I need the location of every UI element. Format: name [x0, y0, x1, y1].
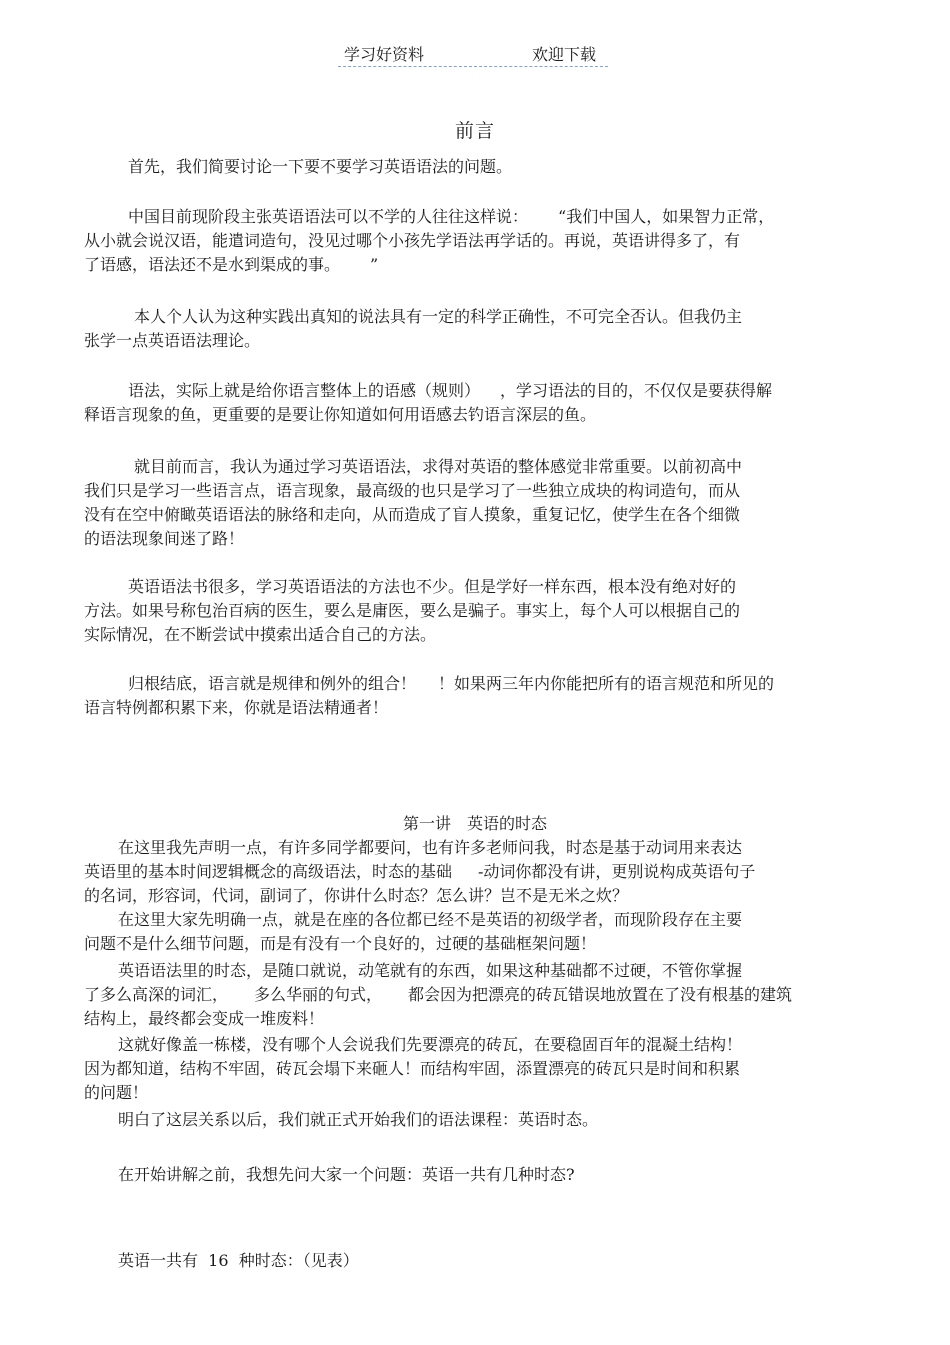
text-line: 了多么高深的词汇，: [84, 985, 229, 1004]
text-line: 首先，我们简要讨论一下要不要学习英语语法的问题。: [128, 157, 513, 176]
text-line: 明白了这层关系以后，我们就正式开始我们的语法课程：英语时态。: [118, 1110, 599, 1129]
lecture-paragraph-2: [84, 908, 854, 956]
preface-paragraph-2: [84, 205, 854, 277]
quote-end: ”: [370, 255, 379, 274]
page-header: [338, 40, 608, 67]
text-line: 都会因为把漂亮的砖瓦错误地放置在了没有根基的建筑: [408, 985, 793, 1004]
text-line: 中国目前现阶段主张英语语法可以不学的人往往这样说：: [128, 207, 529, 226]
text-line: 就目前而言，我认为通过学习英语语法，求得对英语的整体感觉非常重要。以前初高中: [134, 457, 743, 476]
text-line: 本人个人认为这种实践出真知的说法具有一定的科学正确性，不可完全否认。但我仍主: [134, 307, 743, 326]
text-line: -动词你都没有讲，更别说构成英语句子: [478, 862, 756, 881]
preface-paragraph-1: [84, 155, 854, 179]
preface-paragraph-3: [84, 305, 854, 353]
text-line: 这就好像盖一栋楼，没有哪个人会说我们先要漂亮的砖瓦，在要稳固百年的混凝土结构！: [118, 1035, 743, 1054]
text-line: 归根结底，语言就是规律和例外的组合！: [128, 674, 417, 693]
page-title: 前言: [454, 120, 495, 142]
lecture-paragraph-3: [84, 959, 854, 1031]
lecture-paragraph-1: [84, 836, 854, 908]
quote-text: “我们中国人，如果智力正常，: [558, 207, 775, 226]
text-line: 问题不是什么细节问题，而是有没有一个良好的，过硬的基础框架问题！: [84, 934, 597, 953]
text-line: 多么华丽的句式，: [254, 985, 383, 1004]
text-line: 的名词，形容词，代词，副词了，你讲什么时态？怎么讲？岂不是无米之炊？: [84, 886, 629, 905]
lecture-paragraph-7: [84, 1249, 854, 1273]
text-line: 方法。如果号称包治百病的医生，要么是庸医，要么是骗子。事实上，每个人可以根据自己的: [84, 601, 741, 620]
lecture-paragraph-5: [84, 1108, 854, 1132]
preface-paragraph-6: [84, 575, 854, 647]
text-line: 释语言现象的鱼，更重要的是要让你知道如何用语感去钓语言深层的鱼。: [84, 405, 597, 424]
text-line: 结构上，最终都会变成一堆废料！: [84, 1009, 325, 1028]
text-line: ！如果两三年内你能把所有的语言规范和所见的: [438, 674, 775, 693]
text-line: 没有在空中俯瞰英语语法的脉络和走向，从而造成了盲人摸象，重复记忆，使学生在各个细微: [84, 505, 741, 524]
lecture-paragraph-4: [84, 1033, 854, 1105]
preface-paragraph-5: [84, 455, 854, 551]
text-line: 英语一共有 16 种时态：（见表）: [118, 1251, 359, 1270]
header-left-text: 学习好资料: [344, 45, 425, 64]
preface-paragraph-4: [84, 379, 854, 427]
text-line: 我们只是学习一些语言点，语言现象，最高级的也只是学习了一些独立成块的构词造句，而从: [84, 481, 741, 500]
lecture-paragraph-6: [84, 1163, 854, 1187]
preface-paragraph-7: [84, 672, 854, 720]
text-line: 在这里大家先明确一点，就是在座的各位都已经不是英语的初级学者，而现阶段存在主要: [118, 910, 743, 929]
text-line: 因为都知道，结构不牢固，砖瓦会塌下来砸人！而结构牢固，添置漂亮的砖瓦只是时间和积累: [84, 1059, 741, 1078]
text-line: 英语语法里的时态，是随口就说，动笔就有的东西，如果这种基础都不过硬，不管你掌握: [118, 961, 743, 980]
text-line: 的问题！: [84, 1083, 149, 1102]
text-line: ，学习语法的目的，不仅仅是要获得解: [500, 381, 773, 400]
text-line: 在这里我先声明一点，有许多同学都要问，也有许多老师问我，时态是基于动词用来表达: [118, 838, 743, 857]
header-right-text: 欢迎下载: [532, 45, 597, 64]
text-line: 语言特例都积累下来，你就是语法精通者！: [84, 698, 389, 717]
text-line: 在开始讲解之前，我想先问大家一个问题：英语一共有几种时态?: [118, 1165, 575, 1184]
text-line: 英语里的基本时间逻辑概念的高级语法，时态的基础: [84, 862, 453, 881]
text-line: 从小就会说汉语，能遣词造句，没见过哪个小孩先学语法再学话的。再说，英语讲得多了，有: [84, 231, 741, 250]
text-line: 的语法现象间迷了路！: [84, 529, 245, 548]
text-line: 实际情况，在不断尝试中摸索出适合自己的方法。: [84, 625, 437, 644]
text-line: 英语语法书很多，学习英语语法的方法也不少。但是学好一样东西，根本没有绝对好的: [128, 577, 737, 596]
text-line: 语法，实际上就是给你语言整体上的语感（规则）: [128, 381, 481, 400]
lecture-title: 第一讲 英语的时态: [402, 814, 547, 833]
text-line: 了语感，语法还不是水到渠成的事。: [84, 255, 341, 274]
text-line: 张学一点英语语法理论。: [84, 331, 261, 350]
